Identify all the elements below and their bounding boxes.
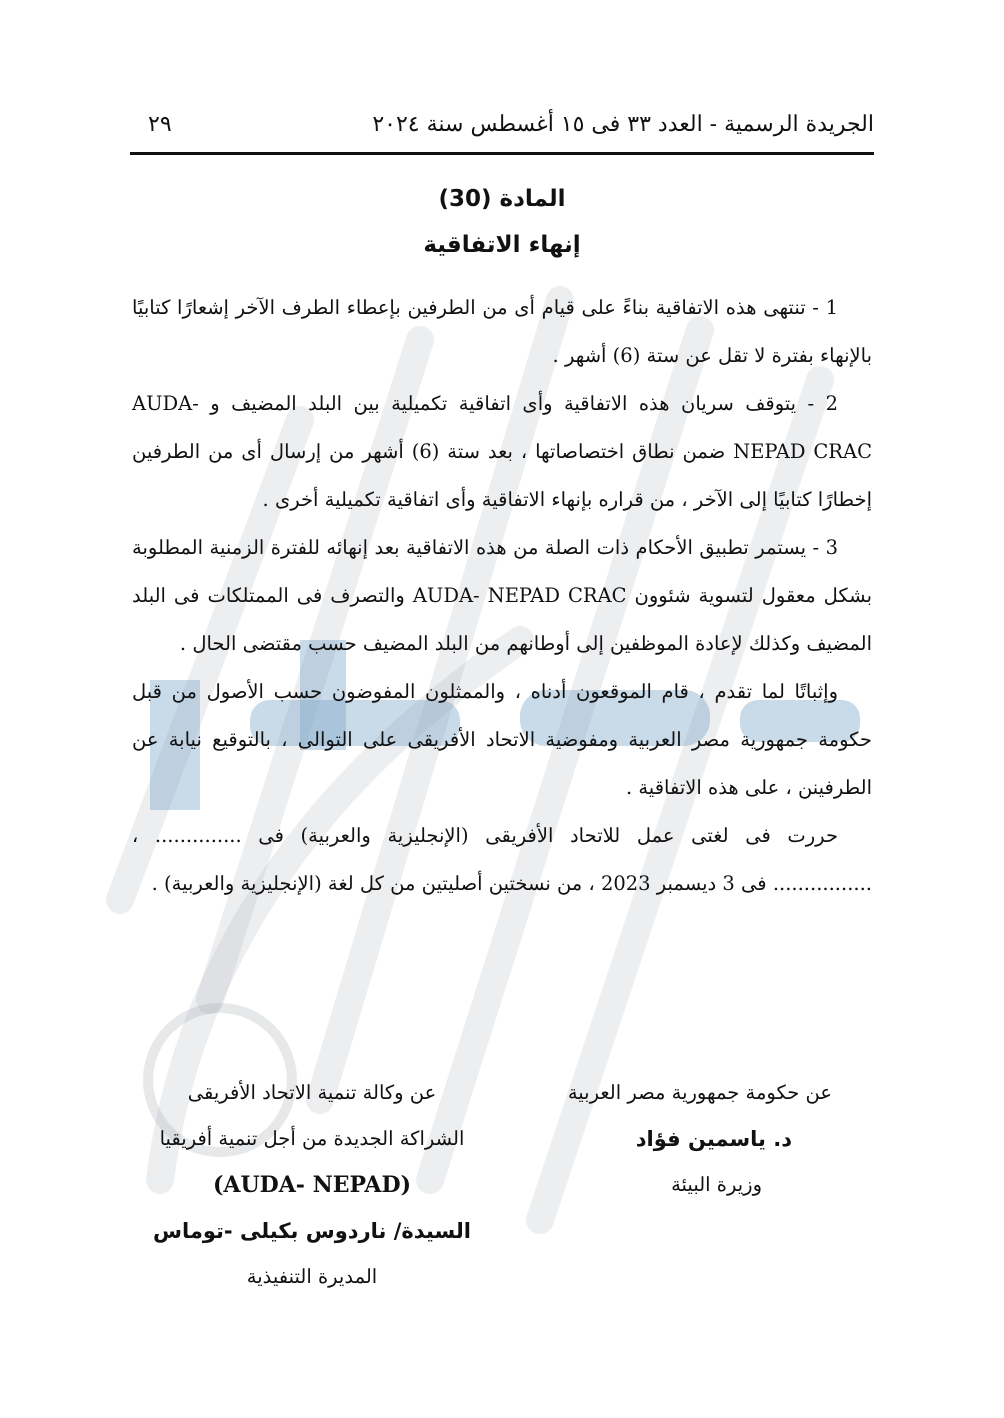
paragraph-supplementary-agreement: 2 - يتوقف سريان هذه الاتفاقية وأى اتفاقية تكميلية بين البلد المضيف و AUDA- NEPAD CRAC ضمن نطاق اختصاصاتها ، بعد ستة (6) أشهر من إرسال أى من الطرفين إخطارًا كتابيًا إلى الآخر ، من قراره بإنهاء الاتفاقية وأى اتفاقية تكميلية أخرى . [132,392,872,511]
signatory-abbreviation: (AUDA- NEPAD) [213,1172,411,1198]
paragraph-continued-application: 3 - يستمر تطبيق الأحكام ذات الصلة من هذه الاتفاقية بعد إنهائه للفترة الزمنية المطلوبة بشكل معقول لتسوية شئوون AUDA- NEPAD CRAC والتصرف فى الممتلكات فى البلد المضيف وكذلك لإعادة الموظفين إلى أوطانهم من البلد المضيف حسب مقتضى الحال . [132,536,872,655]
signatory-name: د. ياسمين فؤاد [635,1127,792,1151]
signatory-on-behalf: عن حكومة جمهورية مصر العربية [567,1081,832,1104]
article-heading: المادة (30) [438,186,566,212]
signatory-name: السيدة/ ناردوس بكيلى -توماس [153,1219,471,1243]
signature-block-auda [132,1070,492,1300]
signature-block-egypt [532,1070,832,1208]
gazette-header-title: الجريدة الرسمية - العدد ٣٣ فى ١٥ أغسطس سنة ٢٠٢٤ [372,112,874,137]
paragraph-termination-notice: 1 - تنتهى هذه الاتفاقية بناءً على قيام أى من الطرفين بإعطاء الطرف الآخر إشعارًا كتابيًا بالإنهاء بفترة لا تقل عن ستة (6) أشهر . [132,296,872,367]
signatory-organization: الشراكة الجديدة من أجل تنمية أفريقيا [159,1127,465,1150]
signatory-title: المديرة التنفيذية [246,1265,378,1288]
page-header [130,108,874,155]
signatory-title: وزيرة البيئة [671,1173,762,1196]
article-subheading: إنهاء الاتفاقية [423,232,581,258]
paragraph-done-at: حررت فى لغتى عمل للاتحاد الأفريقى (الإنجليزية والعربية) فى .............. ، ................ فى 3 ديسمبر 2023 ، من نسختين أصليتين من كل لغة (الإنجليزية والعربية) . [132,824,872,895]
page-number: ٢٩ [148,112,172,137]
signatory-on-behalf: عن وكالة تنمية الاتحاد الأفريقى [187,1081,437,1104]
article-body [132,284,872,908]
paragraph-in-witness: وإثباتًا لما تقدم ، قام الموقعون أدناه ، والممثلون المفوضون حسب الأصول من قبل حكومة جمهورية مصر العربية ومفوضية الاتحاد الأفريقى على التوالى ، بالتوقيع نيابة عن الطرفينن ، على هذه الاتفاقية . [132,680,872,799]
